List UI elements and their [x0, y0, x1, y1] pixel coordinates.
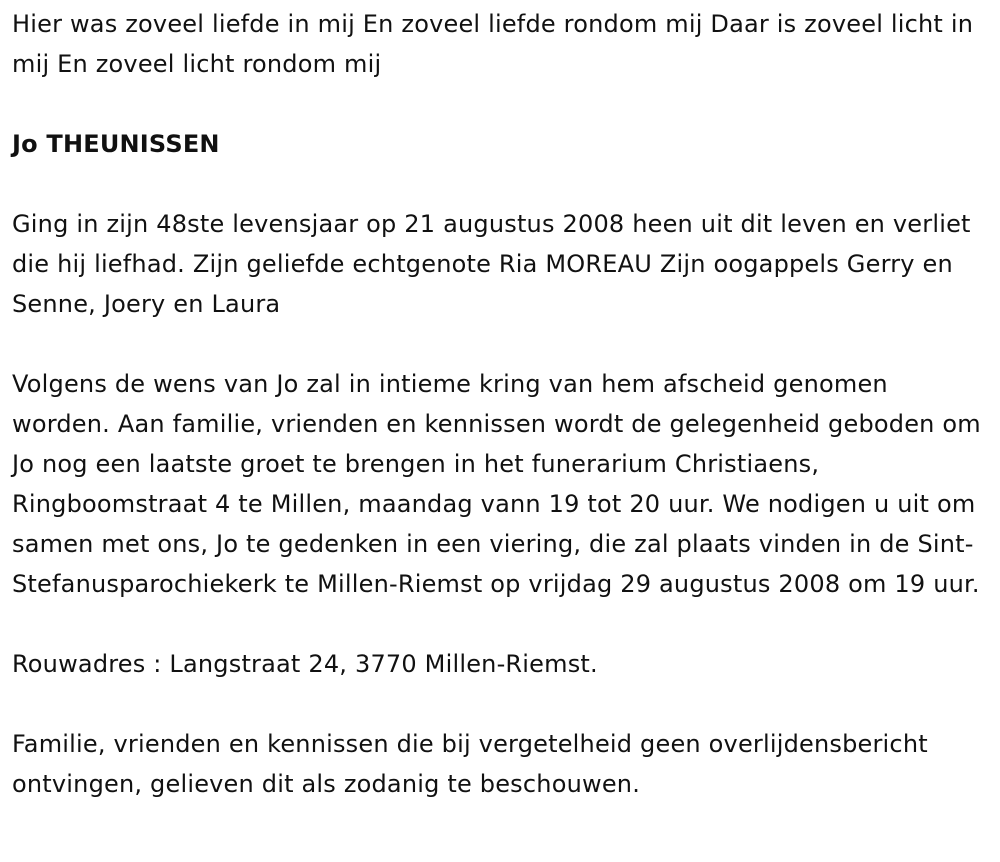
deceased-name: Jo THEUNISSEN — [12, 130, 220, 158]
obituary-notice — [12, 4, 992, 804]
farewell-paragraph: Volgens de wens van Jo zal in intieme kring van hem afscheid genomen worden. Aan familie, vrienden en kennissen wordt de gelegenheid geboden om Jo nog een laatste groet te brengen in het funerarium Christiaens, Ringboomstraat 4 te Millen, maandag vann 19 tot 20 uur. We nodigen u uit om samen met ons, Jo te gedenken in een viering, die zal plaats vinden in de Sint-Stefanusparochiekerk te Millen-Riemst op vrijdag 29 augustus 2008 om 19 uur. — [12, 370, 981, 598]
closing-paragraph: Familie, vrienden en kennissen die bij vergetelheid geen overlijdensbericht ontvingen, gelieven dit als zodanig te beschouwen. — [12, 730, 928, 798]
spacer — [12, 684, 992, 724]
spacer — [12, 84, 992, 124]
spacer — [12, 604, 992, 644]
poem-text: Hier was zoveel liefde in mij En zoveel liefde rondom mij Daar is zoveel licht in mij En zoveel licht rondom mij — [12, 10, 974, 78]
death-paragraph: Ging in zijn 48ste levensjaar op 21 augustus 2008 heen uit dit leven en verliet die hij liefhad. Zijn geliefde echtgenote Ria MOREAU Zijn oogappels Gerry en Senne, Joery en Laura — [12, 210, 971, 318]
spacer — [12, 324, 992, 364]
mourning-address: Rouwadres : Langstraat 24, 3770 Millen-Riemst. — [12, 650, 598, 678]
spacer — [12, 164, 992, 204]
